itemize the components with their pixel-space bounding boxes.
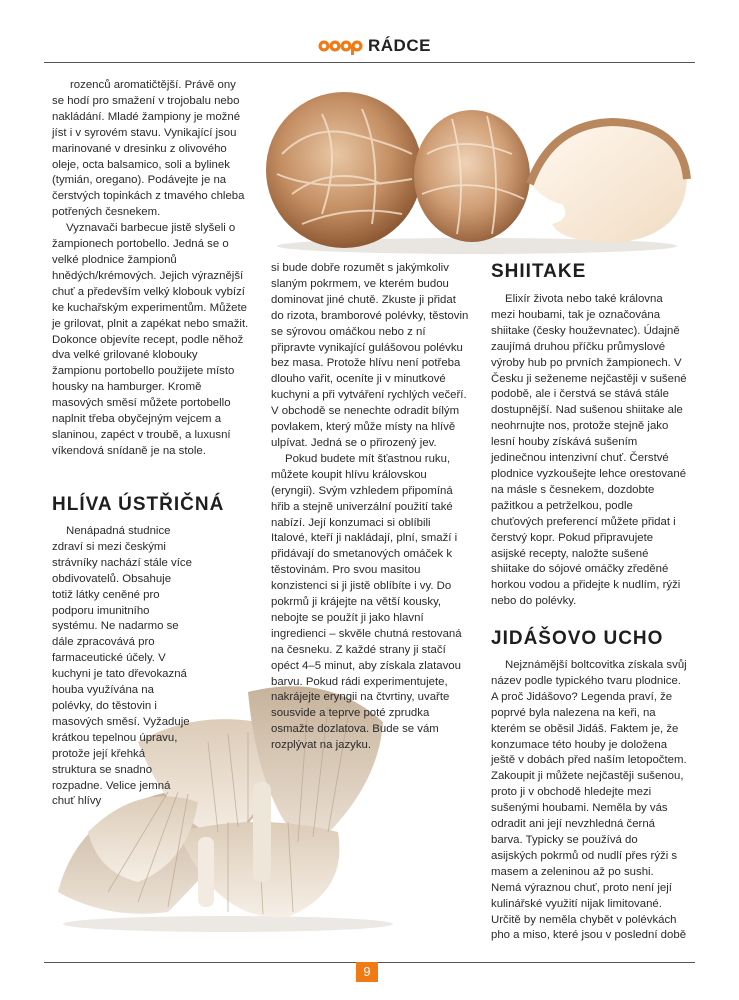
col2-paragraph-b: Pokud budete mít šťastnou ruku, můžete koupit hlívu královskou (eryngii). Svým vzhledem připomíná hřib a stejně univerzální použití také nabízí. Její konzumaci si oblíbili Italové, kteří ji nakládají, plní, smaží i přidávají do smetanových omáček k těstovinám. Pro svou masitou konzistenci si ji jistě oblíbíte i vy. Do pokrmů ji krájejte na větší kousky, nebojte se použít ji jako hlavní ingredienci – skvěle chutná restovaná na česneku. Z každé strany ji stačí opéct 4–5 minut, aby získala zlatavou barvu. Pokud rádi experimentujete, nakrájejte eryngii na čtvrtiny, uvařte sousvide a teprve poté zprudka osmažte dozlatova. Bude se vám rozplývat na jazyku. bbox=[271, 452, 462, 752]
page-number: 9 bbox=[356, 962, 378, 982]
heading-hliva: HLÍVA ÚSTŘIČNÁ bbox=[52, 494, 225, 515]
col1-paragraph-bbq: Vyznavači barbecue jistě slyšeli o žampionech portobello. Jedná se o velké plodnice žampionů hnědých/krémových. Jejich výraznější chuť a především velký klobouk vybízí ke kuchařským experimentům. Můžete je grilovat, plnit a zapékat nebo smažit. Dokonce objevíte recept, podle něhož dva velké grilované klobouky žampionu portobello použijete místo housky na hamburger. Kromě masových směsí můžete portobello naplnit třeba obyčejným vejcem a slaninou, zapéct v troubě, a luxusní víkendová snídaně je na stole. bbox=[52, 222, 249, 457]
heading-jidas: JIDÁŠOVO UCHO bbox=[491, 628, 664, 649]
coop-logo bbox=[318, 37, 364, 55]
column-3 bbox=[491, 292, 687, 610]
col3-paragraph-shiitake: Elixír života nebo také královna mezi houbami, tak je označována shiitake (česky houževnatec). Údajně zaujímá druhou příčku průmyslové výroby hub po prvních žampionech. V Česku ji seženeme nejčastěji v sušené podobě, ale i čerstvá se stává stále dostupnější. Nad sušenou shiitake ale neohrnujte nos, protože stejně jako lesní houby získává sušením jedinečnou intenzivní chuť. Čerstvé plodnice vyzkoušejte lehce orestované na másle s česnekem, dozdobte pažitkou a petrželkou, podle chuťových preferencí můžete přidat i čerstvý kopr. Pokud připravujete asijské recepty, naložte sušené shiitake do sójové omáčky zředěné horkou vodou a přidejte k nudlím, rýži nebo do polévky. bbox=[491, 293, 687, 608]
col2-paragraph-a: si bude dobře rozumět s jakýmkoliv slaným pokrmem, ve kterém budou dominovat jiné chutě. Zkuste ji přidat do rizota, bramborové polévky, těstovin se sýrovou omáčkou nebo z ní připravte vynikající gulášovou polévku bez masa. Protože hlívu není potřeba dlouho vařit, oceníte ji v minutkové kuchyni a při vytváření rychlých večeří. V obchodě se nenechte odradit bílým povlakem, který může místy na hlívě ulpívat. Jedná se o přirozený jev. bbox=[271, 262, 469, 449]
heading-shiitake: SHIITAKE bbox=[491, 261, 587, 282]
col1-paragraph-hliva: Nenápadná studnice zdraví si mezi českými strávníky nachází stále více obdivovatelů. Obsahuje totiž látky ceněné pro podporu imunitního systému. Ne nadarmo se dále zpracovává pro farmaceutické účely. V kuchyni je tato dřevokazná houba využívána na polévky, do těstovin i masových směsí. Vyžaduje krátkou tepelnou úpravu, protože její křehká struktura se snadno rozpadne. Velice jemná chuť hlívy bbox=[52, 525, 192, 808]
column-3-jidas bbox=[491, 658, 687, 944]
col1-paragraph-top: rozenců aromatičtější. Právě ony se hodí pro smažení v trojobalu nebo nakládání. Mladé žampiony je možné jíst i v syrovém stavu. Vynikající jsou marinované v dresinku z olivového oleje, octa balsamico, soli a bylinek (tymián, oregano). Podávejte je na čerstvých topinkách z tmavého chleba potřených česnekem. bbox=[52, 79, 245, 219]
shiitake-photo bbox=[262, 84, 692, 256]
col3-paragraph-jidas: Nejznámější boltcovitka získala svůj název podle typického tvaru plodnice. A proč Jidášovo? Legenda praví, že poprvé byla nalezena na keři, na kterém se oběsil Jidáš. Faktem je, že konzumace této houby je doložena ještě v dobách před naším letopočtem. Zakoupit ji můžete nejčastěji sušenou, proto ji v obchodě hledejte mezi sušenými houbami. Neměla by vás odradit ani její nevzhledná černá barva. Typicky se používá do asijských pokrmů od nudlí přes rýži s masem a zeleninou až po sushi. Nemá výraznou chuť, proto není její kulinářské využití nijak limitované. Určitě by neměla chybět v polévkách pho a miso, které jsou v poslední době bbox=[491, 659, 687, 942]
column-2 bbox=[271, 261, 469, 754]
column-1 bbox=[52, 78, 250, 460]
header-title: RÁDCE bbox=[368, 36, 431, 55]
header-rule bbox=[44, 62, 695, 63]
column-1-hliva bbox=[52, 524, 250, 810]
